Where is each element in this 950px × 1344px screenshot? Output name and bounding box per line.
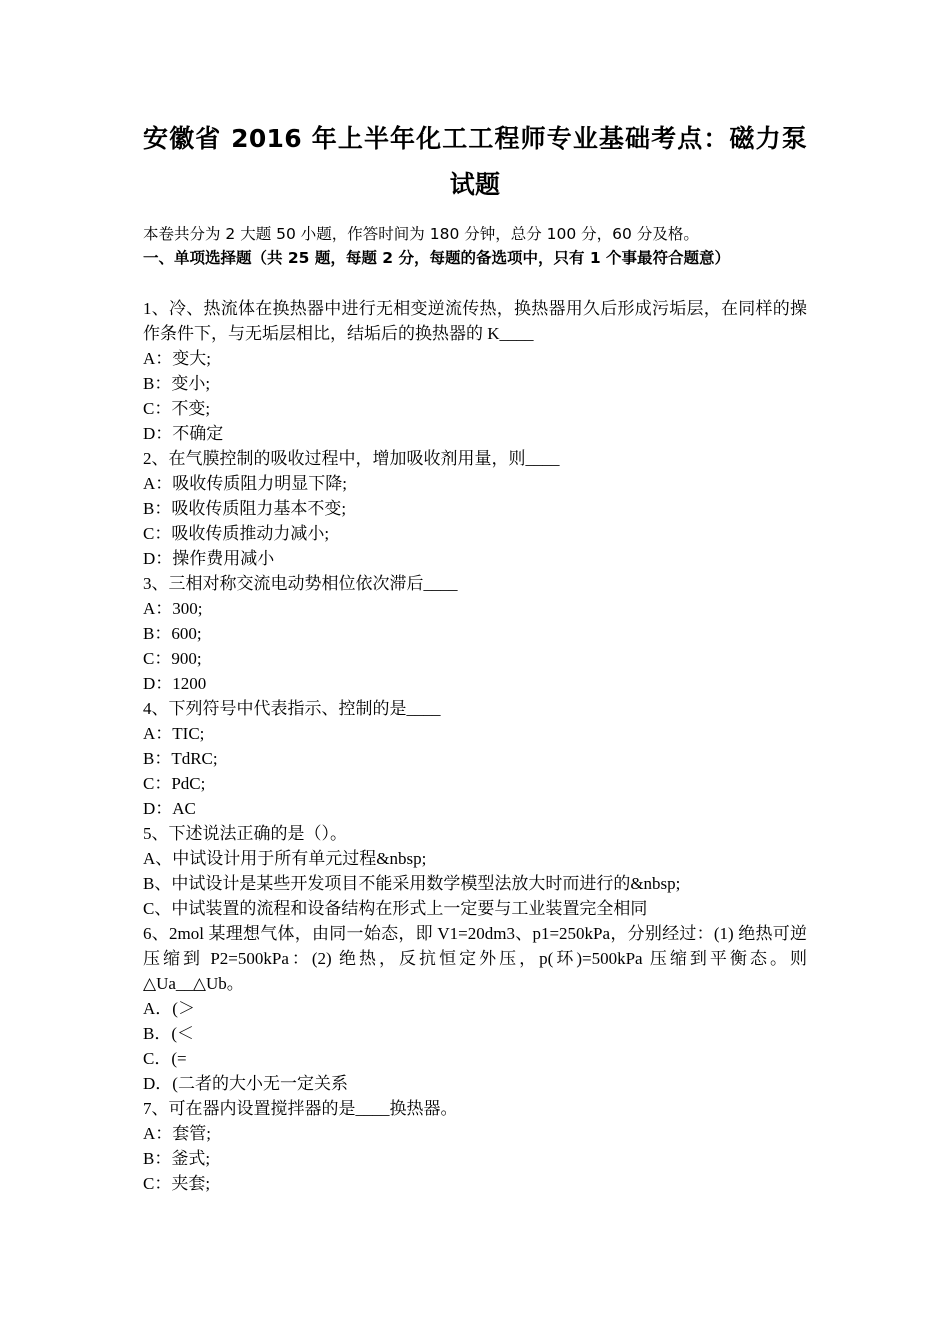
answer-option: A：套管;	[143, 1124, 211, 1143]
answer-option: A：变大;	[143, 349, 211, 368]
question-list	[143, 296, 807, 1196]
question-stem: 2、在气膜控制的吸收过程中，增加吸收剂用量，则____	[143, 449, 560, 468]
question-stem: 3、三相对称交流电动势相位依次滞后____	[143, 574, 458, 593]
answer-option: A．(＞	[143, 999, 195, 1018]
answer-option: B．(＜	[143, 1024, 194, 1043]
answer-option: D：1200	[143, 674, 207, 693]
answer-option: C：不变;	[143, 399, 211, 418]
answer-option: B：600;	[143, 624, 202, 643]
answer-option: C：夹套;	[143, 1174, 211, 1193]
answer-option: D．(二者的大小无一定关系	[143, 1074, 348, 1093]
answer-option: B：变小;	[143, 374, 211, 393]
answer-option: D：不确定	[143, 424, 224, 443]
answer-option: B：TdRC;	[143, 749, 218, 768]
answer-option: A：300;	[143, 599, 203, 618]
answer-option: A、中试设计用于所有单元过程&nbsp;	[143, 849, 427, 868]
answer-option: D：AC	[143, 799, 196, 818]
answer-option: C：吸收传质推动力减小;	[143, 524, 330, 543]
answer-option: A：TIC;	[143, 724, 205, 743]
question-stem: 5、下述说法正确的是（）。	[143, 824, 347, 843]
answer-option: B：釜式;	[143, 1149, 211, 1168]
answer-option: C．(=	[143, 1049, 187, 1068]
answer-option: A：吸收传质阻力明显下降;	[143, 474, 347, 493]
answer-option: B、中试设计是某些开发项目不能采用数学模型法放大时而进行的&nbsp;	[143, 874, 681, 893]
section-heading: 一、单项选择题（共 25 题，每题 2 分，每题的备选项中，只有 1 个事最符合题意）	[143, 249, 731, 267]
answer-option: D：操作费用减小	[143, 549, 275, 568]
question-stem: 1、冷、热流体在换热器中进行无相变逆流传热，换热器用久后形成污垢层，在同样的操作条件下，与无垢层相比，结垢后的换热器的 K____	[143, 299, 807, 343]
question-stem: 6、2mol 某理想气体，由同一始态，即 V1=20dm3、p1=250kPa，分别经过：(1) 绝热可逆压缩到 P2=500kPa：(2) 绝热，反抗恒定外压，p(环)=500kPa 压缩到平衡态。则△Ua__△Ub。	[143, 924, 807, 993]
answer-option: C、中试装置的流程和设备结构在形式上一定要与工业装置完全相同	[143, 899, 648, 918]
answer-option: C：900;	[143, 649, 202, 668]
answer-option: B：吸收传质阻力基本不变;	[143, 499, 347, 518]
document-title: 安徽省 2016 年上半年化工工程师专业基础考点：磁力泵试题	[143, 124, 807, 199]
question-stem: 4、下列符号中代表指示、控制的是____	[143, 699, 441, 718]
exam-intro: 本卷共分为 2 大题 50 小题，作答时间为 180 分钟，总分 100 分，60 分及格。	[143, 225, 699, 243]
question-stem: 7、可在器内设置搅拌器的是____换热器。	[143, 1099, 458, 1118]
answer-option: C：PdC;	[143, 774, 206, 793]
